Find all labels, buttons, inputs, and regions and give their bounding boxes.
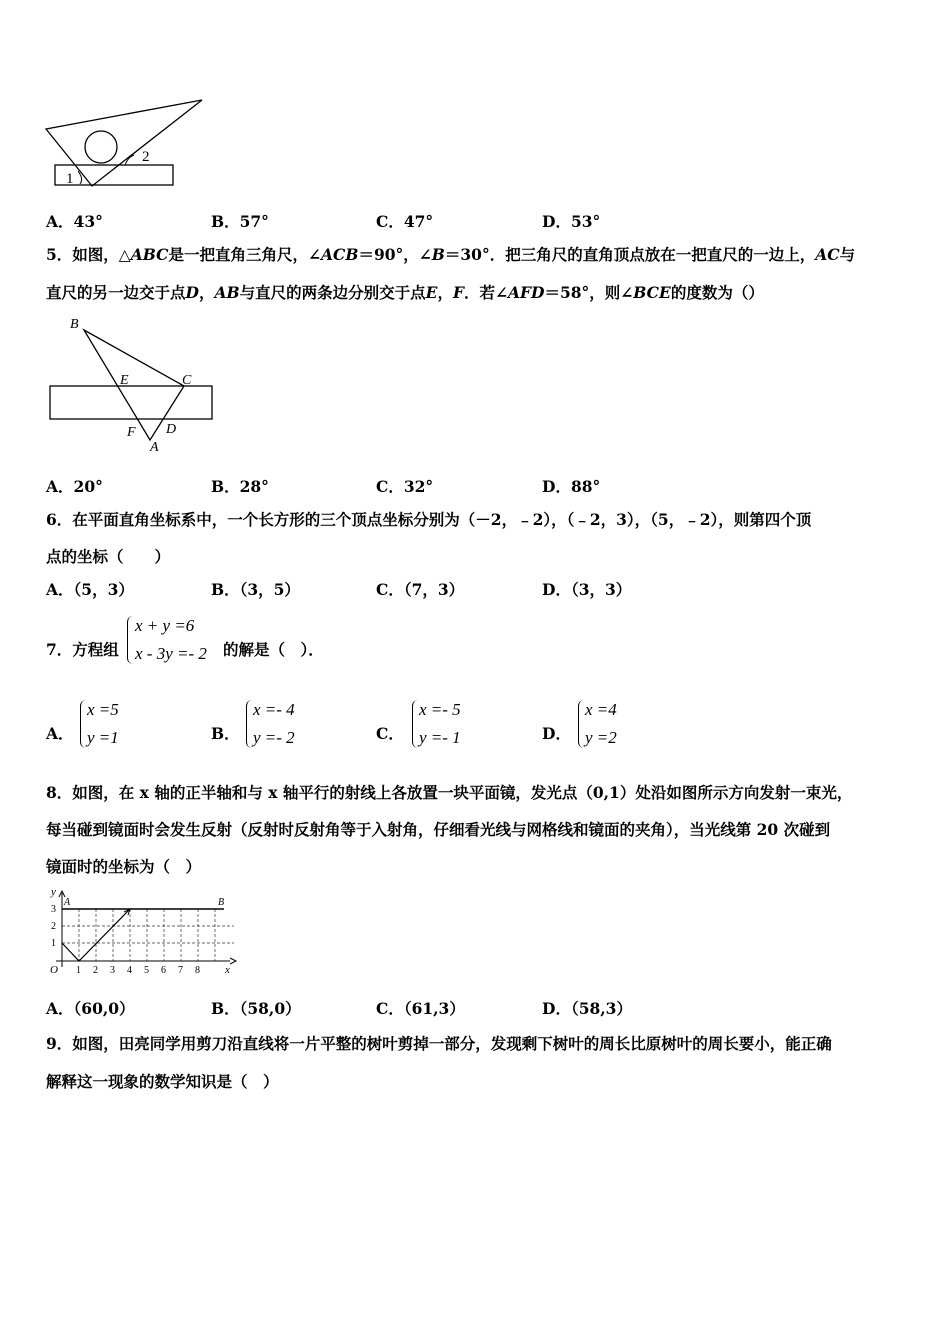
q7-option-c-brace — [412, 700, 419, 748]
q8-option-d[interactable]: D．（58,3） — [542, 999, 632, 1018]
q8-line1: 8．如图，在 x 轴的正半轴和与 x 轴平行的射线上各放置一块平面镜，发光点（0,1）处沿如图所示方向发射一束光， — [46, 783, 853, 802]
label-a: A — [150, 440, 159, 455]
q4-option-d[interactable]: D．53° — [542, 212, 601, 231]
q4-option-c[interactable]: C．47° — [376, 212, 434, 231]
q5-option-d[interactable]: D．88° — [542, 477, 601, 496]
q7-option-a[interactable]: A． — [46, 724, 74, 743]
x-axis-arrow — [230, 958, 236, 964]
y-tick-1: 1 — [51, 938, 56, 949]
q7-option-a-eq1: x =5 — [87, 700, 119, 719]
q4-option-a[interactable]: A．43° — [46, 212, 103, 231]
grid-lines — [62, 909, 234, 961]
x-tick-6: 6 — [161, 965, 166, 976]
q7-suffix: 的解是（ ）． — [223, 640, 324, 659]
x-tick-2: 2 — [93, 965, 98, 976]
q7-option-a-brace — [80, 700, 87, 748]
q9-line2: 解释这一现象的数学知识是（ ） — [46, 1072, 279, 1091]
x-tick-5: 5 — [144, 965, 149, 976]
q7-option-d-eq2: y =2 — [585, 728, 617, 747]
x-tick-8: 8 — [195, 965, 200, 976]
q6-option-d[interactable]: D．（3，3） — [542, 580, 632, 599]
y-axis-label: y — [51, 886, 56, 898]
q7-system-brace — [127, 616, 134, 664]
label-b: B — [70, 317, 79, 332]
q8-option-a[interactable]: A．（60,0） — [46, 999, 135, 1018]
y-tick-3: 3 — [51, 904, 56, 915]
q7-eq1: x + y =6 — [135, 616, 195, 635]
label-1: 1 — [66, 171, 74, 187]
q8-figure — [44, 885, 239, 977]
q8-line3: 镜面时的坐标为（ ） — [46, 857, 202, 876]
straight-ruler — [50, 386, 212, 419]
label-a: A — [64, 897, 71, 908]
q6-line2: 点的坐标（ ） — [46, 547, 171, 566]
q5-option-b[interactable]: B．28° — [211, 477, 269, 496]
q7-option-a-eq2: y =1 — [87, 728, 119, 747]
q6-line1: 6．在平面直角坐标系中，一个长方形的三个顶点坐标分别为（－2，﹣2），（﹣2，3），（5，﹣2），则第四个顶 — [46, 510, 812, 529]
q7-prefix: 7．方程组 — [46, 640, 119, 659]
q6-option-c[interactable]: C．（7，3） — [376, 580, 465, 599]
label-f: F — [127, 425, 136, 440]
q5-figure — [44, 312, 224, 457]
q7-eq2: x - 3y =- 2 — [135, 644, 207, 663]
label-e: E — [120, 373, 129, 388]
q4-figure — [40, 95, 210, 190]
q8-line2: 每当碰到镜面时会发生反射（反射时反射角等于入射角，仔细看光线与网格线和镜面的夹角），当光线第 20 次碰到 — [46, 820, 831, 839]
q7-option-d-brace — [578, 700, 585, 748]
label-b: B — [218, 897, 225, 908]
q6-option-a[interactable]: A．（5，3） — [46, 580, 134, 599]
q7-option-b[interactable]: B． — [211, 724, 240, 743]
label-d: D — [166, 422, 177, 437]
q5-option-c[interactable]: C．32° — [376, 477, 434, 496]
q8-option-b[interactable]: B．（58,0） — [211, 999, 301, 1018]
q7-option-c-eq1: x =- 5 — [419, 700, 461, 719]
q7-option-d[interactable]: D． — [542, 724, 571, 743]
x-tick-4: 4 — [127, 965, 132, 976]
tick-labels — [51, 904, 200, 976]
y-tick-2: 2 — [51, 921, 56, 932]
x-axis-label: x — [225, 964, 230, 976]
q6-option-b[interactable]: B．（3，5） — [211, 580, 300, 599]
q7-option-b-eq1: x =- 4 — [253, 700, 295, 719]
q7-option-d-eq1: x =4 — [585, 700, 617, 719]
q7-option-c[interactable]: C． — [376, 724, 404, 743]
q9-line1: 9．如图，田亮同学用剪刀沿直线将一片平整的树叶剪掉一部分，发现剩下树叶的周长比原树叶的周长要小，能正确 — [46, 1034, 832, 1053]
q7-option-b-brace — [246, 700, 253, 748]
q8-option-c[interactable]: C．（61,3） — [376, 999, 465, 1018]
label-2: 2 — [142, 149, 150, 165]
x-tick-3: 3 — [110, 965, 115, 976]
x-tick-1: 1 — [76, 965, 81, 976]
q7-option-c-eq2: y =- 1 — [419, 728, 461, 747]
x-tick-7: 7 — [178, 965, 183, 976]
origin-label: O — [50, 964, 58, 976]
circle — [85, 131, 117, 163]
q5-line2: 直尺的另一边交于点D，AB与直尺的两条边分别交于点E，F．若∠AFD＝58°，则∠BCE的度数为（） — [46, 283, 764, 302]
label-c: C — [182, 373, 192, 388]
q7-option-b-eq2: y =- 2 — [253, 728, 295, 747]
q4-option-b[interactable]: B．57° — [211, 212, 269, 231]
q5-line1: 5．如图，△ABC是一把直角三角尺，∠ACB＝90°，∠B＝30°．把三角尺的直角顶点放在一把直尺的一边上，AC与 — [46, 245, 856, 264]
q5-option-a[interactable]: A．20° — [46, 477, 103, 496]
